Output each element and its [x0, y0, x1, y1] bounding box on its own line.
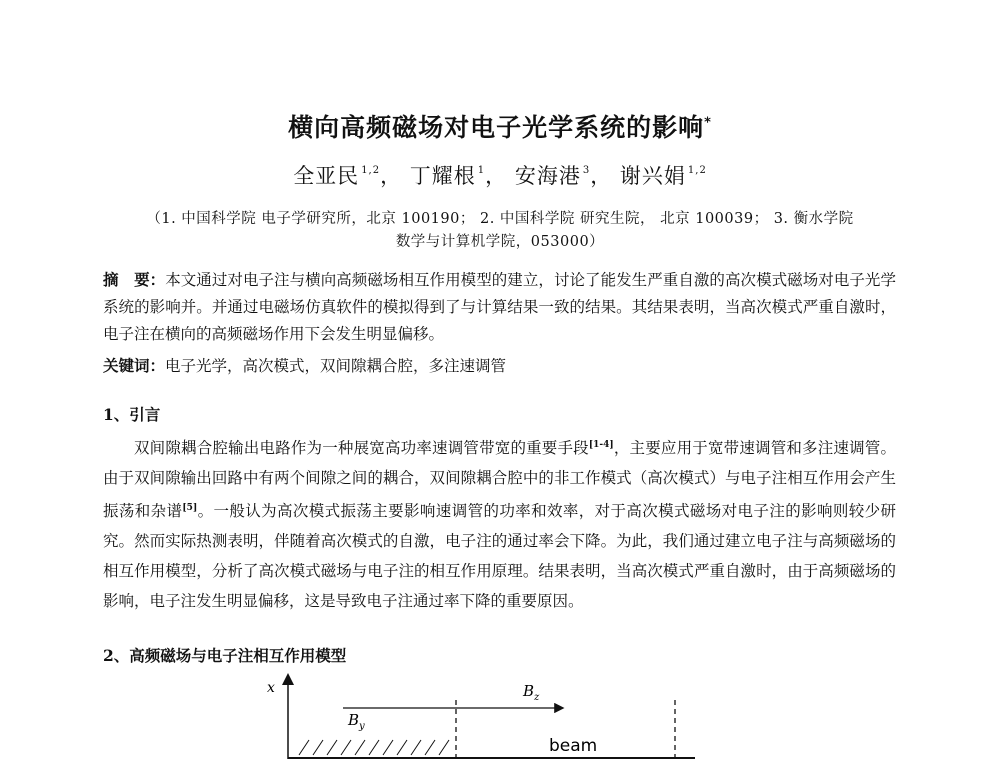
bz-label: $B_z$	[523, 682, 540, 703]
keywords-text: 电子光学，高次模式，双间隙耦合腔，多注速调管	[165, 357, 507, 375]
hatched-region	[299, 740, 449, 755]
section-heading: 1、引言	[103, 405, 161, 424]
citation[interactable]: [1-4]	[588, 440, 614, 450]
abstract	[103, 266, 896, 348]
interaction-model-figure	[255, 670, 695, 759]
beam-label: beam	[549, 736, 598, 756]
affiliations	[100, 208, 900, 254]
affiliation-line: （1. 中国科学院 电子学研究所，北京 100190； 2. 中国科学院 研究生院， 北京 100039； 3. 衡水学院	[146, 211, 854, 227]
abstract-text: 本文通过对电子注与横向高频磁场相互作用模型的建立，讨论了能发生严重自激的高次模式磁场对电子光学系统的影响并。并通过电磁场仿真软件的模拟得到了与计算结果一致的结果。其结果表明，当高次模式严重自激时，电子注在横向的高频磁场作用下会发生明显偏移。	[103, 271, 896, 343]
keywords	[103, 352, 896, 380]
footnote-mark: *	[704, 115, 712, 131]
affiliation-line: 数学与计算机学院，053000）	[395, 234, 605, 250]
citation[interactable]: [5]	[182, 503, 198, 514]
author: 安海港 $^3$，	[514, 164, 613, 188]
body-paragraph: 双间隙耦合腔输出电路作为一种展宽高功率速调管带宽的重要手段[1-4]，主要应用于宽带速调管和多注速调管。由于双间隙输出回路中有两个间隙之间的耦合，双间隙耦合腔中的非工作模式（高次模式）与电子注相互作用会产生振荡和杂谱[5]。一般认为高次模式振荡主要影响速调管的功率和效率，对于高次模式磁场对电子注的影响则较少研究。然而实际热测表明，伴随着高次模式的自激，电子注的通过率会下降。为此，我们通过建立电子注与高频磁场的相互作用模型，分析了高次模式磁场与电子注的相互作用原理。结果表明，当高次模式严重自激时，由于高频磁场的影响，电子注发生明显偏移，这是导致电子注通过率下降的重要原因。	[103, 439, 896, 611]
author: 全亚民 $^{1,2}$，	[293, 164, 403, 188]
author: 丁耀根 $^1$，	[409, 164, 508, 188]
author: 谢兴娟 $^{1,2}$	[619, 164, 707, 188]
axis-label: x	[267, 680, 275, 696]
keywords-label: 关键词：	[103, 356, 166, 375]
by-label: $B_y$	[348, 711, 365, 732]
author-list	[0, 160, 1000, 190]
abstract-label: 摘 要：	[103, 270, 166, 289]
section-heading: 2、高频磁场与电子注相互作用模型	[103, 646, 347, 665]
paper-title: 横向高频磁场对电子光学系统的影响*	[288, 113, 712, 142]
